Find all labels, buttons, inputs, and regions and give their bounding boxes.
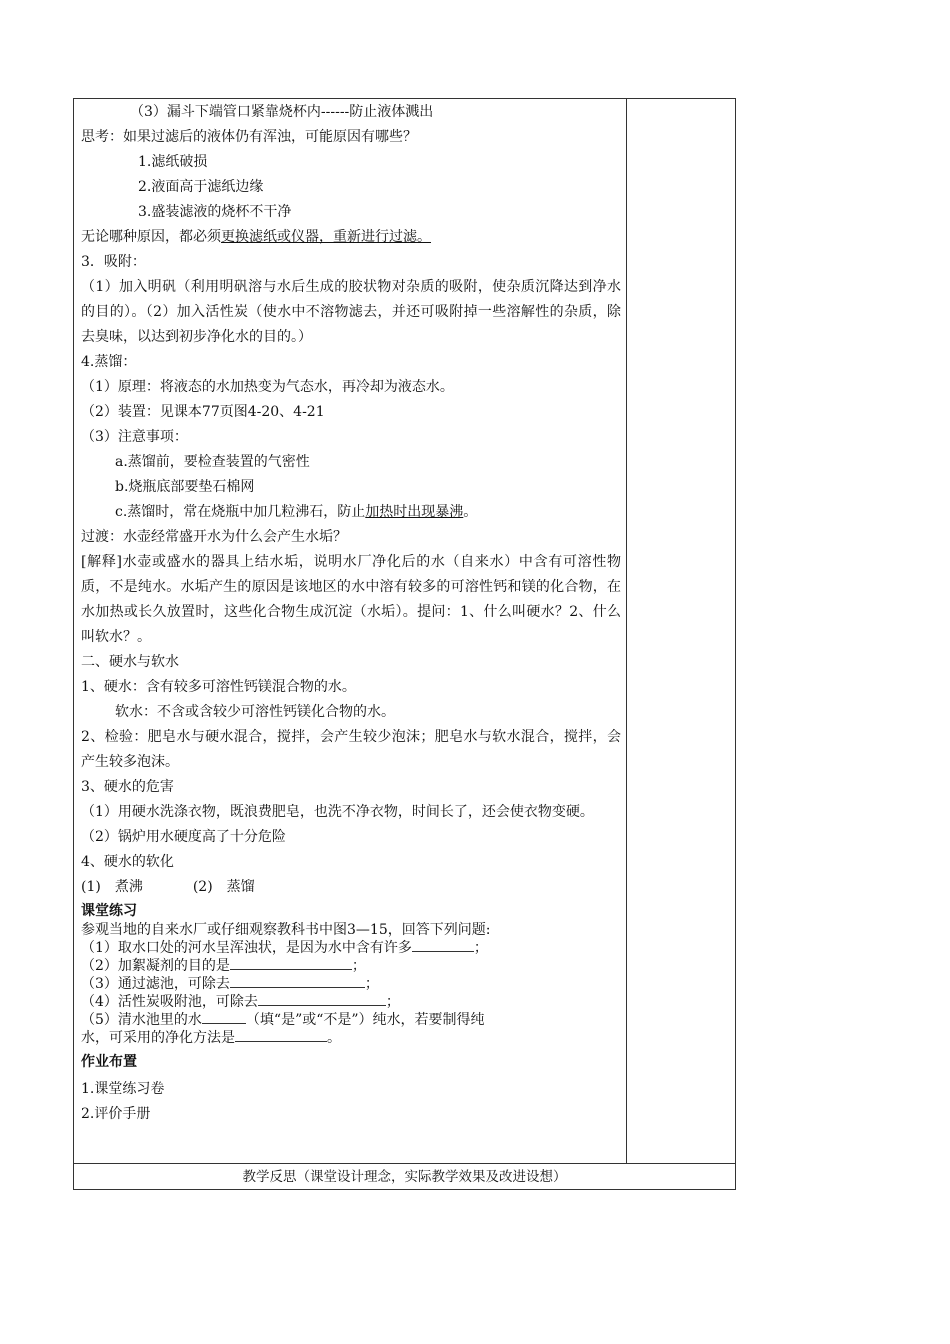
text-line: （1）原理：将液态的水加热变为气态水，再冷却为液态水。 — [81, 379, 454, 395]
text-line: 过渡：水壶经常盛开水为什么会产生水垢？ — [81, 529, 347, 545]
section-heading: 3．吸附： — [81, 254, 146, 270]
reflection-footer: 教学反思（课堂设计理念，实际教学效果及改进设想） — [242, 1169, 567, 1185]
text-line: 思考：如果过滤后的液体仍有浑浊，可能原因有哪些？ — [81, 129, 417, 145]
paragraph: [解释]水壶或盛水的器具上结水垢，说明水厂净化后的水（自来水）中含有可溶性物质，不是纯水。水垢产生的原因是该地区的水中溶有较多的可溶性钙和镁的化合物，在水加热或长久放置时，这些化合物生成沉淀（水垢）。提问：1、什么叫硬水？2、什么叫软水？。 — [81, 554, 621, 645]
text-line: b.烧瓶底部要垫石棉网 — [115, 479, 255, 495]
exercise-heading: 课堂练习 — [81, 903, 137, 919]
text-line: 4、硬水的软化 — [81, 854, 174, 870]
text-line: 2.液面高于滤纸边缘 — [138, 179, 264, 195]
paragraph: （1）用硬水洗涤衣物，既浪费肥皂，也洗不净衣物，时间长了，还会使衣物变硬。 — [81, 804, 594, 820]
text-line: 1.滤纸破损 — [138, 154, 208, 170]
answer-blank[interactable] — [202, 1011, 246, 1024]
answer-blank[interactable] — [230, 957, 352, 970]
section-heading: 4.蒸馏： — [81, 354, 137, 370]
exercise-question: （2）加絮凝剂的目的是 ； — [81, 958, 366, 974]
text-line: 软水：不含或含较少可溶性钙镁化合物的水。 — [115, 704, 395, 720]
column-divider — [626, 98, 627, 1164]
exercise-question: （3）通过滤池，可除去 ； — [81, 976, 379, 992]
exercise-question: 水，可采用的净化方法是 。 — [81, 1030, 341, 1046]
underlined-answer: 加热时出现暴沸 — [365, 504, 464, 520]
homework-item: 2.评价手册 — [81, 1106, 151, 1122]
answer-blank[interactable] — [412, 939, 474, 952]
paragraph: （1）加入明矾（利用明矾溶与水后生成的胶状物对杂质的吸附，使杂质沉降达到净水的目的）。（2）加入活性炭（使水中不溶物滤去，并还可吸附掉一些溶解性的杂质，除去臭味，以达到初步净化水的目的。） — [81, 279, 621, 345]
underlined-answer: 更换滤纸或仪器，重新进行过滤。 — [221, 229, 431, 245]
text-line: 3、硬水的危害 — [81, 779, 174, 795]
homework-heading: 作业布置 — [81, 1054, 137, 1070]
exercise-question: （4）活性炭吸附池，可除去 ； — [81, 994, 400, 1010]
section-heading: 二、硬水与软水 — [81, 654, 179, 670]
text-line: c.蒸馏时，常在烧瓶中加几粒沸石，防止加热时出现暴沸。 — [115, 504, 478, 520]
paragraph: 2、检验：肥皂水与硬水混合，搅拌，会产生较少泡沫；肥皂水与软水混合，搅拌，会产生较多泡沫。 — [81, 729, 621, 770]
exercise-intro: 参观当地的自来水厂或仔细观察教科书中图3—15，回答下列问题: — [81, 922, 491, 938]
text-line: 1、硬水：含有较多可溶性钙镁混合物的水。 — [81, 679, 356, 695]
answer-blank[interactable] — [258, 993, 386, 1006]
text-line: （3）漏斗下端管口紧靠烧杯内------防止液体溅出 — [130, 104, 434, 120]
answer-blank[interactable] — [235, 1029, 327, 1042]
text-line: （2）装置：见课本77页图4-20、4-21 — [81, 404, 325, 420]
text-line: （2）锅炉用水硬度高了十分危险 — [81, 829, 286, 845]
lesson-content — [81, 100, 621, 1127]
text-line: a.蒸馏前，要检查装置的气密性 — [115, 454, 310, 470]
text-line: 3.盛装滤液的烧杯不干净 — [138, 204, 292, 220]
exercise-question: （1）取水口处的河水呈浑浊状，是因为水中含有许多 ； — [81, 940, 488, 956]
homework-item: 1.课堂练习卷 — [81, 1081, 165, 1097]
text-line: （3）注意事项： — [81, 429, 188, 445]
text-line: 无论哪种原因，都必须更换滤纸或仪器，重新进行过滤。 — [81, 229, 431, 245]
text-line: (1) 煮沸 (2) 蒸馏 — [81, 879, 255, 895]
answer-blank[interactable] — [230, 975, 365, 988]
exercise-question: （5）清水池里的水 （填“是”或“不是”）纯水，若要制得纯 — [81, 1012, 485, 1028]
